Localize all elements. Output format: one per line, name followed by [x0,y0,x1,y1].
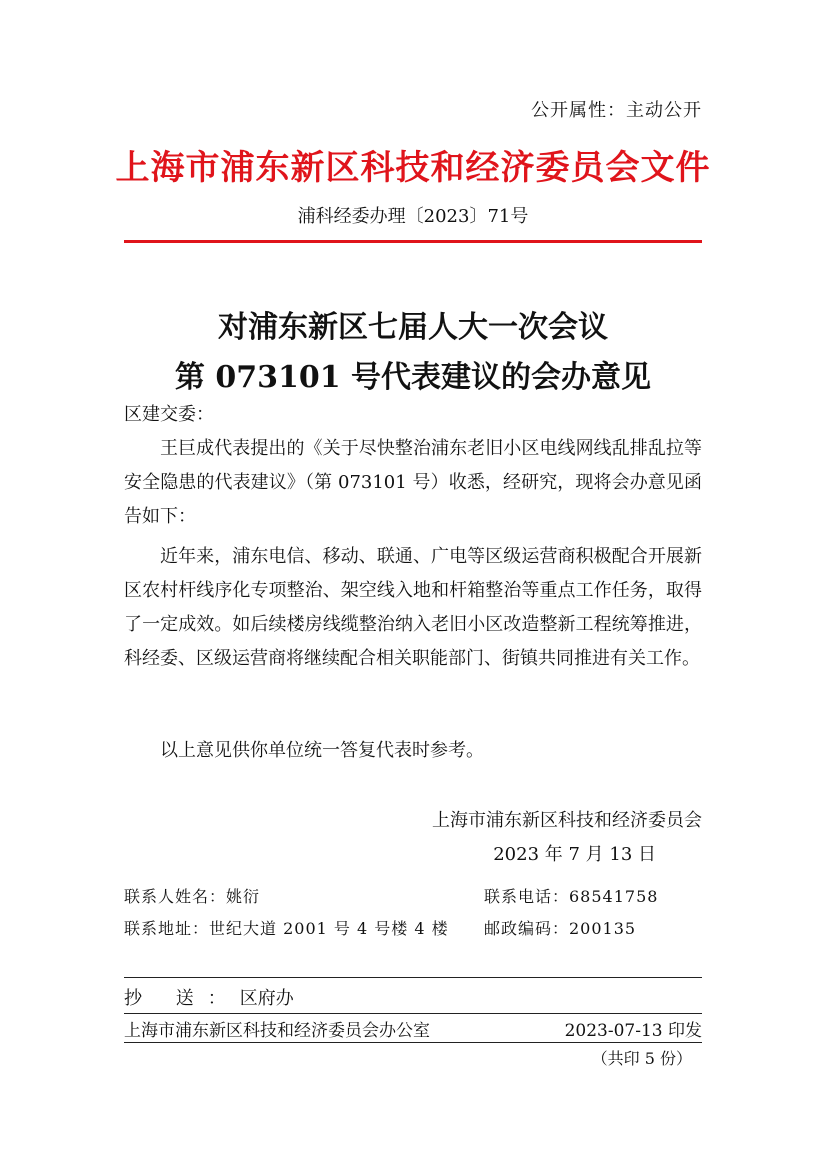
issuing-office: 上海市浦东新区科技和经济委员会办公室 [124,1021,430,1041]
contact-address: 联系地址：世纪大道 2001 号 4 号楼 4 楼 [124,919,449,938]
document-number: 浦科经委办理〔2023〕71号 [297,206,529,227]
footer-rule-bottom [124,1042,702,1043]
contact-postal: 邮政编码：200135 [484,919,637,938]
footer-rule-middle [124,1013,702,1014]
cc-value: 区府办 [239,988,294,1009]
title-line-1: 对浦东新区七届人大一次会议 [218,310,608,345]
red-divider [124,240,702,243]
paragraph-1: 王巨成代表提出的《关于尽快整治浦东老旧小区电线网线乱排乱拉等安全隐患的代表建议》（第 073101 号）收悉，经研究，现将会办意见函告如下： [124,438,702,527]
paragraph-3: 以上意见供你单位统一答复代表时参考。 [160,740,484,761]
disclosure-attribute: 公开属性：主动公开 [531,100,702,121]
title-line-2: 第 073101 号代表建议的会办意见 [174,360,652,395]
contact-name: 联系人姓名：姚衍 [124,887,261,906]
contact-phone: 联系电话：68541758 [484,887,659,906]
print-date: 2023-07-13 印发 [564,1021,702,1041]
signature-date: 2023 年 7 月 13 日 [493,844,656,865]
issuer-header: 上海市浦东新区科技和经济委员会文件 [115,148,711,188]
paragraph-2: 近年来，浦东电信、移动、联通、广电等区级运营商积极配合开展新区农村杆线序化专项整治、架空线入地和杆箱整治等重点工作任务，取得了一定成效。如后续楼房线缆整治纳入老旧小区改造整新工程统筹推进，科经委、区级运营商将继续配合相关职能部门、街镇共同推进有关工作。 [124,546,702,669]
copies-count: （共印 5 份） [591,1049,692,1068]
cc-label: 抄 送： [124,988,240,1009]
signature-org: 上海市浦东新区科技和经济委员会 [432,810,702,831]
footer-rule-top [124,977,702,978]
cc-line [124,984,294,1010]
addressee: 区建交委： [124,404,214,425]
